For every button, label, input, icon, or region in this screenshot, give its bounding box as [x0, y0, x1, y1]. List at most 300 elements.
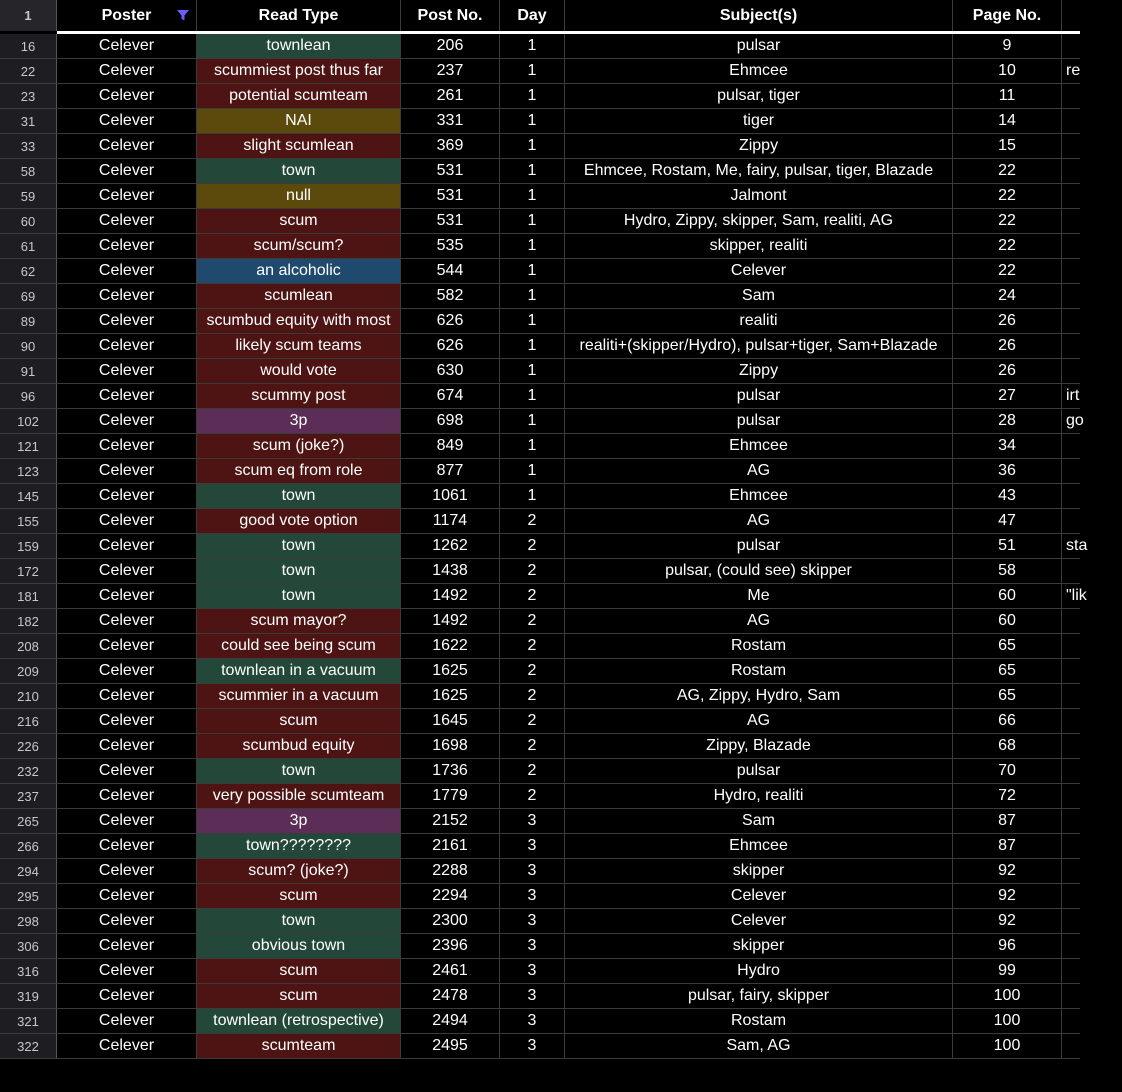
- subjects-cell[interactable]: Rostam: [565, 659, 953, 683]
- row-number[interactable]: 159: [0, 534, 57, 558]
- poster-cell[interactable]: Celever: [57, 759, 197, 783]
- read-type-cell[interactable]: null: [197, 184, 401, 208]
- page-no-cell[interactable]: 87: [953, 834, 1062, 858]
- post-no-cell[interactable]: 1625: [401, 659, 500, 683]
- subjects-cell[interactable]: Celever: [565, 909, 953, 933]
- subjects-cell[interactable]: pulsar: [565, 384, 953, 408]
- subjects-cell[interactable]: pulsar: [565, 759, 953, 783]
- row-number[interactable]: 322: [0, 1034, 57, 1058]
- poster-cell[interactable]: Celever: [57, 909, 197, 933]
- subjects-cell[interactable]: pulsar, (could see) skipper: [565, 559, 953, 583]
- day-cell[interactable]: 1: [500, 234, 565, 258]
- extra-cell[interactable]: [1062, 859, 1122, 883]
- extra-cell[interactable]: [1062, 984, 1122, 1008]
- post-no-cell[interactable]: 1698: [401, 734, 500, 758]
- row-number[interactable]: 208: [0, 634, 57, 658]
- subjects-cell[interactable]: pulsar: [565, 34, 953, 58]
- poster-cell[interactable]: Celever: [57, 1034, 197, 1058]
- row-number[interactable]: 294: [0, 859, 57, 883]
- page-no-cell[interactable]: 9: [953, 34, 1062, 58]
- column-header-day[interactable]: Day: [500, 0, 565, 31]
- row-number[interactable]: 91: [0, 359, 57, 383]
- day-cell[interactable]: 1: [500, 484, 565, 508]
- day-cell[interactable]: 2: [500, 534, 565, 558]
- read-type-cell[interactable]: scum: [197, 884, 401, 908]
- day-cell[interactable]: 1: [500, 409, 565, 433]
- subjects-cell[interactable]: Sam, AG: [565, 1034, 953, 1058]
- extra-cell[interactable]: [1062, 484, 1122, 508]
- row-number[interactable]: 182: [0, 609, 57, 633]
- day-cell[interactable]: 3: [500, 909, 565, 933]
- day-cell[interactable]: 1: [500, 259, 565, 283]
- post-no-cell[interactable]: 535: [401, 234, 500, 258]
- post-no-cell[interactable]: 1438: [401, 559, 500, 583]
- read-type-cell[interactable]: scumbud equity with most: [197, 309, 401, 333]
- poster-cell[interactable]: Celever: [57, 459, 197, 483]
- subjects-cell[interactable]: AG: [565, 509, 953, 533]
- subjects-cell[interactable]: skipper: [565, 859, 953, 883]
- row-number[interactable]: 61: [0, 234, 57, 258]
- post-no-cell[interactable]: 626: [401, 334, 500, 358]
- poster-cell[interactable]: Celever: [57, 34, 197, 58]
- post-no-cell[interactable]: 261: [401, 84, 500, 108]
- page-no-cell[interactable]: 60: [953, 584, 1062, 608]
- subjects-cell[interactable]: Hydro, Zippy, skipper, Sam, realiti, AG: [565, 209, 953, 233]
- row-number[interactable]: 96: [0, 384, 57, 408]
- read-type-cell[interactable]: town: [197, 909, 401, 933]
- read-type-cell[interactable]: scum eq from role: [197, 459, 401, 483]
- post-no-cell[interactable]: 531: [401, 209, 500, 233]
- page-no-cell[interactable]: 92: [953, 909, 1062, 933]
- poster-cell[interactable]: Celever: [57, 659, 197, 683]
- page-no-cell[interactable]: 26: [953, 359, 1062, 383]
- row-number[interactable]: 316: [0, 959, 57, 983]
- poster-cell[interactable]: Celever: [57, 959, 197, 983]
- subjects-cell[interactable]: Hydro: [565, 959, 953, 983]
- read-type-cell[interactable]: town: [197, 484, 401, 508]
- day-cell[interactable]: 1: [500, 159, 565, 183]
- poster-cell[interactable]: Celever: [57, 159, 197, 183]
- day-cell[interactable]: 3: [500, 959, 565, 983]
- day-cell[interactable]: 3: [500, 1009, 565, 1033]
- post-no-cell[interactable]: 1736: [401, 759, 500, 783]
- extra-cell[interactable]: [1062, 834, 1122, 858]
- row-number[interactable]: 232: [0, 759, 57, 783]
- page-no-cell[interactable]: 15: [953, 134, 1062, 158]
- read-type-cell[interactable]: town: [197, 159, 401, 183]
- row-number[interactable]: 1: [0, 0, 57, 31]
- read-type-cell[interactable]: townlean in a vacuum: [197, 659, 401, 683]
- read-type-cell[interactable]: scum: [197, 709, 401, 733]
- row-number[interactable]: 89: [0, 309, 57, 333]
- page-no-cell[interactable]: 100: [953, 1034, 1062, 1058]
- extra-cell[interactable]: [1062, 284, 1122, 308]
- row-number[interactable]: 319: [0, 984, 57, 1008]
- extra-cell[interactable]: [1062, 434, 1122, 458]
- page-no-cell[interactable]: 10: [953, 59, 1062, 83]
- subjects-cell[interactable]: Celever: [565, 259, 953, 283]
- poster-cell[interactable]: Celever: [57, 834, 197, 858]
- read-type-cell[interactable]: scum (joke?): [197, 434, 401, 458]
- day-cell[interactable]: 1: [500, 284, 565, 308]
- extra-cell[interactable]: [1062, 459, 1122, 483]
- read-type-cell[interactable]: scumlean: [197, 284, 401, 308]
- post-no-cell[interactable]: 674: [401, 384, 500, 408]
- extra-cell[interactable]: [1062, 809, 1122, 833]
- day-cell[interactable]: 3: [500, 834, 565, 858]
- row-number[interactable]: 266: [0, 834, 57, 858]
- poster-cell[interactable]: Celever: [57, 1009, 197, 1033]
- subjects-cell[interactable]: Ehmcee: [565, 434, 953, 458]
- extra-cell[interactable]: [1062, 334, 1122, 358]
- poster-cell[interactable]: Celever: [57, 109, 197, 133]
- read-type-cell[interactable]: town????????: [197, 834, 401, 858]
- post-no-cell[interactable]: 1492: [401, 609, 500, 633]
- page-no-cell[interactable]: 28: [953, 409, 1062, 433]
- extra-cell[interactable]: [1062, 934, 1122, 958]
- extra-cell[interactable]: [1062, 109, 1122, 133]
- poster-cell[interactable]: Celever: [57, 134, 197, 158]
- read-type-cell[interactable]: likely scum teams: [197, 334, 401, 358]
- post-no-cell[interactable]: 331: [401, 109, 500, 133]
- extra-cell[interactable]: [1062, 709, 1122, 733]
- post-no-cell[interactable]: 2461: [401, 959, 500, 983]
- read-type-cell[interactable]: very possible scumteam: [197, 784, 401, 808]
- page-no-cell[interactable]: 11: [953, 84, 1062, 108]
- poster-cell[interactable]: Celever: [57, 984, 197, 1008]
- read-type-cell[interactable]: scum mayor?: [197, 609, 401, 633]
- day-cell[interactable]: 1: [500, 109, 565, 133]
- extra-cell[interactable]: [1062, 159, 1122, 183]
- extra-cell[interactable]: [1062, 609, 1122, 633]
- extra-cell[interactable]: [1062, 734, 1122, 758]
- day-cell[interactable]: 1: [500, 134, 565, 158]
- post-no-cell[interactable]: 206: [401, 34, 500, 58]
- read-type-cell[interactable]: town: [197, 584, 401, 608]
- read-type-cell[interactable]: obvious town: [197, 934, 401, 958]
- page-no-cell[interactable]: 99: [953, 959, 1062, 983]
- post-no-cell[interactable]: 1625: [401, 684, 500, 708]
- row-number[interactable]: 90: [0, 334, 57, 358]
- post-no-cell[interactable]: 698: [401, 409, 500, 433]
- post-no-cell[interactable]: 2495: [401, 1034, 500, 1058]
- page-no-cell[interactable]: 22: [953, 259, 1062, 283]
- extra-cell[interactable]: [1062, 909, 1122, 933]
- subjects-cell[interactable]: Zippy: [565, 359, 953, 383]
- subjects-cell[interactable]: Hydro, realiti: [565, 784, 953, 808]
- page-no-cell[interactable]: 65: [953, 659, 1062, 683]
- page-no-cell[interactable]: 22: [953, 184, 1062, 208]
- page-no-cell[interactable]: 92: [953, 859, 1062, 883]
- day-cell[interactable]: 1: [500, 59, 565, 83]
- post-no-cell[interactable]: 630: [401, 359, 500, 383]
- read-type-cell[interactable]: scumbud equity: [197, 734, 401, 758]
- poster-cell[interactable]: Celever: [57, 284, 197, 308]
- day-cell[interactable]: 3: [500, 984, 565, 1008]
- row-number[interactable]: 210: [0, 684, 57, 708]
- day-cell[interactable]: 2: [500, 709, 565, 733]
- subjects-cell[interactable]: pulsar, fairy, skipper: [565, 984, 953, 1008]
- poster-cell[interactable]: Celever: [57, 409, 197, 433]
- row-number[interactable]: 209: [0, 659, 57, 683]
- day-cell[interactable]: 3: [500, 934, 565, 958]
- row-number[interactable]: 58: [0, 159, 57, 183]
- row-number[interactable]: 59: [0, 184, 57, 208]
- row-number[interactable]: 216: [0, 709, 57, 733]
- page-no-cell[interactable]: 27: [953, 384, 1062, 408]
- extra-cell[interactable]: [1062, 634, 1122, 658]
- row-number[interactable]: 237: [0, 784, 57, 808]
- page-no-cell[interactable]: 100: [953, 1009, 1062, 1033]
- row-number[interactable]: 22: [0, 59, 57, 83]
- column-header-subjects[interactable]: Subject(s): [565, 0, 953, 31]
- post-no-cell[interactable]: 582: [401, 284, 500, 308]
- day-cell[interactable]: 2: [500, 609, 565, 633]
- row-number[interactable]: 295: [0, 884, 57, 908]
- poster-cell[interactable]: Celever: [57, 259, 197, 283]
- day-cell[interactable]: 3: [500, 859, 565, 883]
- poster-cell[interactable]: Celever: [57, 84, 197, 108]
- extra-cell[interactable]: [1062, 959, 1122, 983]
- extra-cell[interactable]: [1062, 184, 1122, 208]
- extra-cell[interactable]: [1062, 684, 1122, 708]
- poster-cell[interactable]: Celever: [57, 209, 197, 233]
- page-no-cell[interactable]: 26: [953, 334, 1062, 358]
- extra-cell[interactable]: [1062, 784, 1122, 808]
- subjects-cell[interactable]: Zippy: [565, 134, 953, 158]
- extra-cell[interactable]: "lik: [1066, 587, 1087, 604]
- poster-cell[interactable]: Celever: [57, 484, 197, 508]
- subjects-cell[interactable]: Ehmcee, Rostam, Me, fairy, pulsar, tiger, Blazade: [565, 159, 953, 183]
- read-type-cell[interactable]: 3p: [197, 809, 401, 833]
- page-no-cell[interactable]: 22: [953, 209, 1062, 233]
- subjects-cell[interactable]: Celever: [565, 884, 953, 908]
- subjects-cell[interactable]: skipper: [565, 934, 953, 958]
- read-type-cell[interactable]: town: [197, 759, 401, 783]
- extra-cell[interactable]: [1062, 234, 1122, 258]
- read-type-cell[interactable]: scum: [197, 209, 401, 233]
- read-type-cell[interactable]: NAI: [197, 109, 401, 133]
- poster-cell[interactable]: Celever: [57, 709, 197, 733]
- day-cell[interactable]: 1: [500, 34, 565, 58]
- subjects-cell[interactable]: Rostam: [565, 1009, 953, 1033]
- post-no-cell[interactable]: 2161: [401, 834, 500, 858]
- read-type-cell[interactable]: scum? (joke?): [197, 859, 401, 883]
- row-number[interactable]: 306: [0, 934, 57, 958]
- read-type-cell[interactable]: scum: [197, 959, 401, 983]
- page-no-cell[interactable]: 43: [953, 484, 1062, 508]
- post-no-cell[interactable]: 877: [401, 459, 500, 483]
- page-no-cell[interactable]: 26: [953, 309, 1062, 333]
- day-cell[interactable]: 2: [500, 559, 565, 583]
- post-no-cell[interactable]: 2294: [401, 884, 500, 908]
- subjects-cell[interactable]: Ehmcee: [565, 484, 953, 508]
- row-number[interactable]: 321: [0, 1009, 57, 1033]
- page-no-cell[interactable]: 47: [953, 509, 1062, 533]
- read-type-cell[interactable]: slight scumlean: [197, 134, 401, 158]
- poster-cell[interactable]: Celever: [57, 884, 197, 908]
- row-number[interactable]: 23: [0, 84, 57, 108]
- read-type-cell[interactable]: scum: [197, 984, 401, 1008]
- page-no-cell[interactable]: 14: [953, 109, 1062, 133]
- row-number[interactable]: 123: [0, 459, 57, 483]
- poster-cell[interactable]: Celever: [57, 934, 197, 958]
- page-no-cell[interactable]: 92: [953, 884, 1062, 908]
- extra-cell[interactable]: sta: [1066, 537, 1088, 554]
- extra-cell[interactable]: [1062, 884, 1122, 908]
- post-no-cell[interactable]: 531: [401, 159, 500, 183]
- read-type-cell[interactable]: scummy post: [197, 384, 401, 408]
- page-no-cell[interactable]: 22: [953, 234, 1062, 258]
- subjects-cell[interactable]: Ehmcee: [565, 834, 953, 858]
- poster-cell[interactable]: Celever: [57, 334, 197, 358]
- extra-cell[interactable]: [1062, 359, 1122, 383]
- post-no-cell[interactable]: 544: [401, 259, 500, 283]
- column-header-extra[interactable]: [1062, 0, 1122, 31]
- post-no-cell[interactable]: 2494: [401, 1009, 500, 1033]
- column-header-read-type[interactable]: Read Type: [197, 0, 401, 31]
- poster-cell[interactable]: Celever: [57, 584, 197, 608]
- row-number[interactable]: 102: [0, 409, 57, 433]
- day-cell[interactable]: 2: [500, 759, 565, 783]
- subjects-cell[interactable]: AG, Zippy, Hydro, Sam: [565, 684, 953, 708]
- subjects-cell[interactable]: Sam: [565, 284, 953, 308]
- day-cell[interactable]: 1: [500, 434, 565, 458]
- day-cell[interactable]: 1: [500, 209, 565, 233]
- subjects-cell[interactable]: pulsar, tiger: [565, 84, 953, 108]
- read-type-cell[interactable]: town: [197, 559, 401, 583]
- poster-cell[interactable]: Celever: [57, 534, 197, 558]
- extra-cell[interactable]: irt: [1066, 387, 1080, 404]
- day-cell[interactable]: 2: [500, 784, 565, 808]
- day-cell[interactable]: 1: [500, 459, 565, 483]
- day-cell[interactable]: 2: [500, 584, 565, 608]
- day-cell[interactable]: 3: [500, 884, 565, 908]
- poster-cell[interactable]: Celever: [57, 234, 197, 258]
- column-header-poster[interactable]: [57, 0, 197, 31]
- post-no-cell[interactable]: 2396: [401, 934, 500, 958]
- extra-cell[interactable]: [1062, 1034, 1122, 1058]
- extra-cell[interactable]: [1062, 309, 1122, 333]
- post-no-cell[interactable]: 1174: [401, 509, 500, 533]
- day-cell[interactable]: 2: [500, 684, 565, 708]
- page-no-cell[interactable]: 65: [953, 684, 1062, 708]
- read-type-cell[interactable]: townlean: [197, 34, 401, 58]
- post-no-cell[interactable]: 2152: [401, 809, 500, 833]
- row-number[interactable]: 31: [0, 109, 57, 133]
- extra-cell[interactable]: [1062, 34, 1122, 58]
- extra-cell[interactable]: [1062, 134, 1122, 158]
- page-no-cell[interactable]: 68: [953, 734, 1062, 758]
- post-no-cell[interactable]: 2288: [401, 859, 500, 883]
- poster-cell[interactable]: Celever: [57, 309, 197, 333]
- row-number[interactable]: 181: [0, 584, 57, 608]
- row-number[interactable]: 69: [0, 284, 57, 308]
- post-no-cell[interactable]: 1622: [401, 634, 500, 658]
- subjects-cell[interactable]: Ehmcee: [565, 59, 953, 83]
- row-number[interactable]: 145: [0, 484, 57, 508]
- row-number[interactable]: 62: [0, 259, 57, 283]
- subjects-cell[interactable]: Zippy, Blazade: [565, 734, 953, 758]
- subjects-cell[interactable]: Rostam: [565, 634, 953, 658]
- read-type-cell[interactable]: an alcoholic: [197, 259, 401, 283]
- extra-cell[interactable]: [1062, 659, 1122, 683]
- poster-cell[interactable]: Celever: [57, 809, 197, 833]
- day-cell[interactable]: 1: [500, 84, 565, 108]
- day-cell[interactable]: 3: [500, 809, 565, 833]
- poster-cell[interactable]: Celever: [57, 559, 197, 583]
- read-type-cell[interactable]: could see being scum: [197, 634, 401, 658]
- day-cell[interactable]: 1: [500, 184, 565, 208]
- post-no-cell[interactable]: 237: [401, 59, 500, 83]
- row-number[interactable]: 298: [0, 909, 57, 933]
- poster-cell[interactable]: Celever: [57, 734, 197, 758]
- post-no-cell[interactable]: 626: [401, 309, 500, 333]
- read-type-cell[interactable]: would vote: [197, 359, 401, 383]
- post-no-cell[interactable]: 531: [401, 184, 500, 208]
- post-no-cell[interactable]: 1492: [401, 584, 500, 608]
- subjects-cell[interactable]: Me: [565, 584, 953, 608]
- day-cell[interactable]: 2: [500, 509, 565, 533]
- day-cell[interactable]: 3: [500, 1034, 565, 1058]
- read-type-cell[interactable]: scum/scum?: [197, 234, 401, 258]
- poster-cell[interactable]: Celever: [57, 59, 197, 83]
- row-number[interactable]: 121: [0, 434, 57, 458]
- poster-cell[interactable]: Celever: [57, 509, 197, 533]
- post-no-cell[interactable]: 1061: [401, 484, 500, 508]
- poster-cell[interactable]: Celever: [57, 634, 197, 658]
- read-type-cell[interactable]: townlean (retrospective): [197, 1009, 401, 1033]
- day-cell[interactable]: 1: [500, 309, 565, 333]
- page-no-cell[interactable]: 96: [953, 934, 1062, 958]
- filter-icon[interactable]: [176, 8, 190, 22]
- page-no-cell[interactable]: 22: [953, 159, 1062, 183]
- poster-cell[interactable]: Celever: [57, 859, 197, 883]
- post-no-cell[interactable]: 2478: [401, 984, 500, 1008]
- row-number[interactable]: 172: [0, 559, 57, 583]
- subjects-cell[interactable]: skipper, realiti: [565, 234, 953, 258]
- day-cell[interactable]: 1: [500, 359, 565, 383]
- subjects-cell[interactable]: AG: [565, 609, 953, 633]
- read-type-cell[interactable]: scummiest post thus far: [197, 59, 401, 83]
- row-number[interactable]: 16: [0, 34, 57, 58]
- subjects-cell[interactable]: AG: [565, 709, 953, 733]
- page-no-cell[interactable]: 58: [953, 559, 1062, 583]
- subjects-cell[interactable]: AG: [565, 459, 953, 483]
- read-type-cell[interactable]: 3p: [197, 409, 401, 433]
- column-header-page-no[interactable]: Page No.: [953, 0, 1062, 31]
- column-header-post-no[interactable]: Post No.: [401, 0, 500, 31]
- row-number[interactable]: 33: [0, 134, 57, 158]
- subjects-cell[interactable]: pulsar: [565, 534, 953, 558]
- read-type-cell[interactable]: town: [197, 534, 401, 558]
- day-cell[interactable]: 2: [500, 734, 565, 758]
- day-cell[interactable]: 2: [500, 634, 565, 658]
- day-cell[interactable]: 1: [500, 334, 565, 358]
- read-type-cell[interactable]: scumteam: [197, 1034, 401, 1058]
- row-number[interactable]: 265: [0, 809, 57, 833]
- page-no-cell[interactable]: 70: [953, 759, 1062, 783]
- page-no-cell[interactable]: 100: [953, 984, 1062, 1008]
- subjects-cell[interactable]: realiti+(skipper/Hydro), pulsar+tiger, Sam+Blazade: [565, 334, 953, 358]
- post-no-cell[interactable]: 2300: [401, 909, 500, 933]
- extra-cell[interactable]: [1062, 209, 1122, 233]
- subjects-cell[interactable]: tiger: [565, 109, 953, 133]
- poster-cell[interactable]: Celever: [57, 359, 197, 383]
- extra-cell[interactable]: re: [1066, 62, 1081, 79]
- poster-cell[interactable]: Celever: [57, 184, 197, 208]
- page-no-cell[interactable]: 36: [953, 459, 1062, 483]
